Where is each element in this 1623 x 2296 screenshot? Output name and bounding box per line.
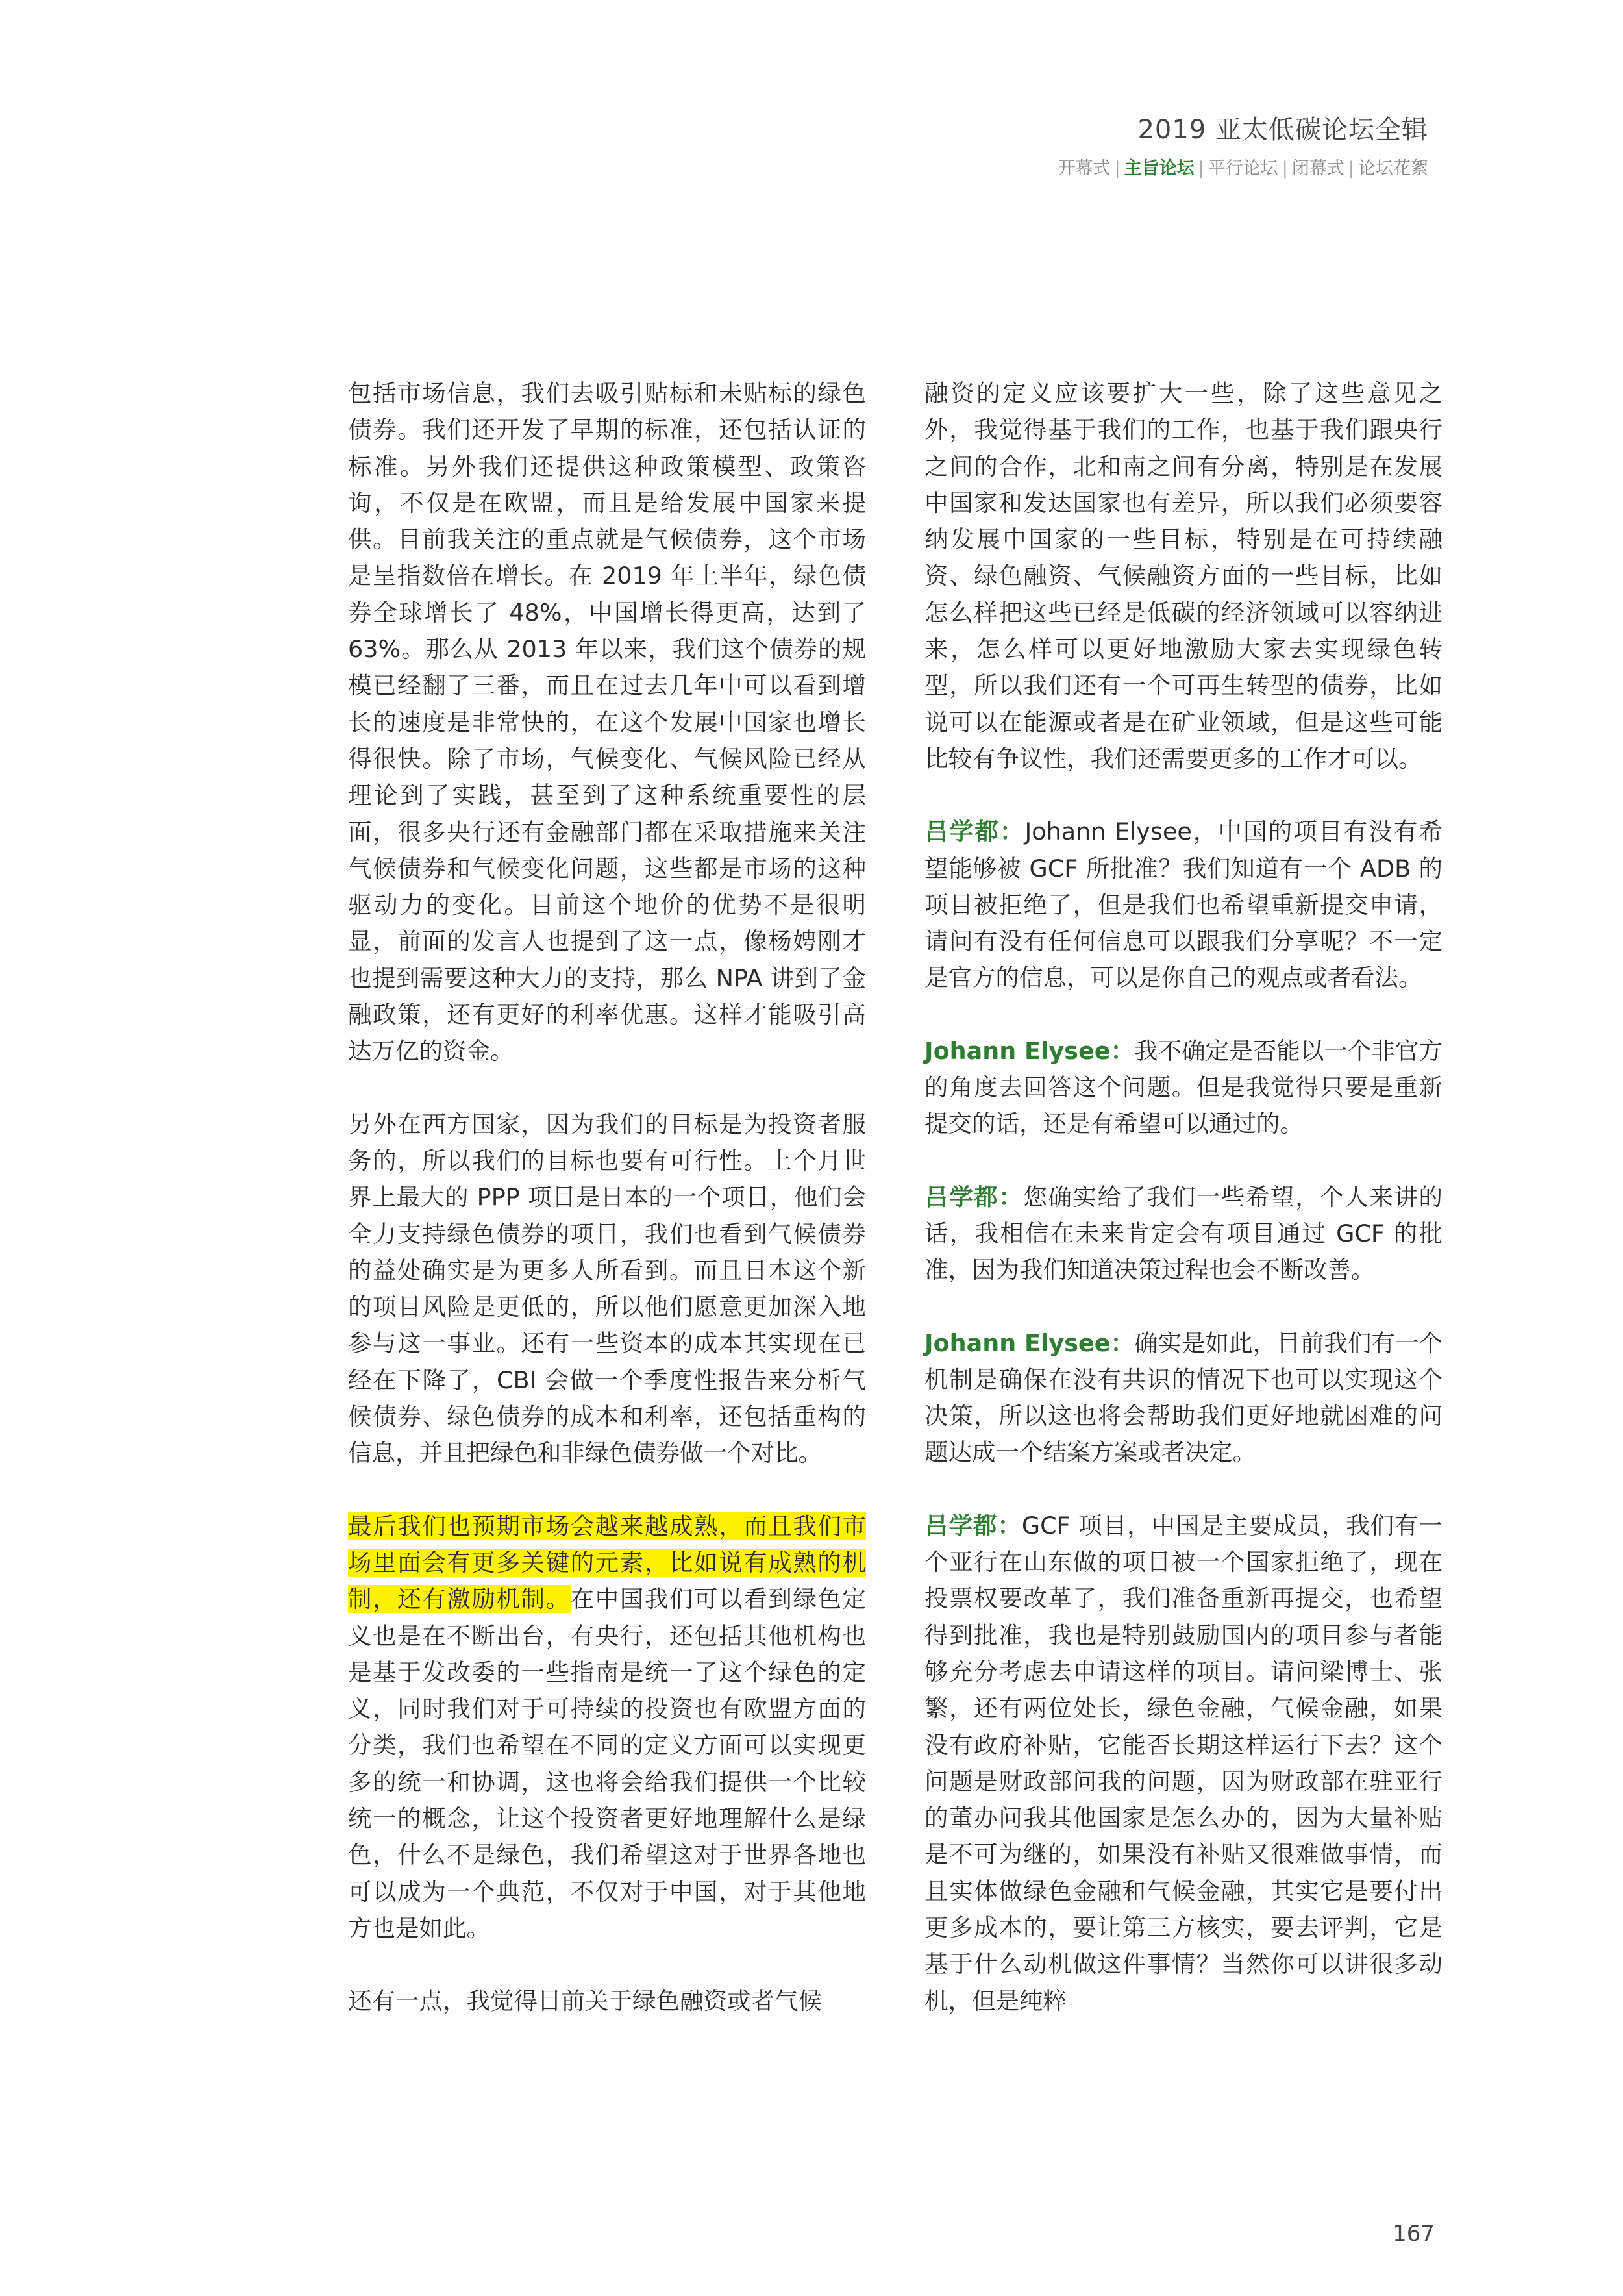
paragraph: 融资的定义应该要扩大一些，除了这些意见之外，我觉得基于我们的工作，也基于我们跟央行之间的合作，北和南之间有分离，特别是在发展中国家和发达国家也有差异，所以我们必须要容纳发展中国家的一些目标，特别是在可持续融资、绿色融资、气候融资方面的一些目标，比如怎么样把这些已经是低碳的经济领域可以容纳进来，怎么样可以更好地激励大家去实现绿色转型，所以我们还有一个可再生转型的债券，比如说可以在能源或者是在矿业领域，但是这些可能比较有争议性，我们还需要更多的工作才可以。 [924,379,1443,773]
speech-text: 我不确定是否能以一个非官方的角度去回答这个问题。但是我觉得只要是重新提交的话，还是有希望可以通过的。 [924,1036,1443,1138]
page-header [1058,110,1428,183]
speaker-name: Johann Elysee： [924,1329,1135,1357]
publication-title: 2019 亚太低碳论坛全辑 [1137,115,1428,145]
left-column [348,375,866,2056]
paragraph: 还有一点，我觉得目前关于绿色融资或者气候 [348,1987,822,2015]
speaker-name: 吕学都： [924,1182,1024,1211]
nav-item-keynote[interactable]: 主旨论坛 [1124,158,1195,179]
nav-separator: | [1282,158,1288,179]
speech-text: GCF 项目，中国是主要成员，我们有一个亚行在山东做的项目被一个国家拒绝了，现在投票权要改革了，我们准备重新再提交，也希望得到批准，我也是特别鼓励国内的项目参与者能够充分考虑去申请这样的项目。请问梁博士、张繁，还有两位处长，绿色金融，气候金融，如果没有政府补贴，它能否长期这样运行下去？这个问题是财政部问我的问题，因为财政部在驻亚行的董办问我其他国家是怎么办的，因为大量补贴是不可为继的，如果没有补贴又很难做事情，而且实体做绿色金融和气候金融，其实它是要付出更多成本的，要让第三方核实，要去评判，它是基于什么动机做这件事情？当然你可以讲很多动机，但是纯粹 [924,1511,1443,2015]
paragraph-text: 在中国我们可以看到绿色定义也是在不断出台，有央行，还包括其他机构也是基于发改委的一些指南是统一了这个绿色的定义，同时我们对于可持续的投资也有欧盟方面的分类，我们也希望在不同的定义方面可以实现更多的统一和协调，这也将会给我们提供一个比较统一的概念，让这个投资者更好地理解什么是绿色，什么不是绿色，我们希望这对于世界各地也可以成为一个典范，不仅对于中国，对于其他地方也是如此。 [348,1585,867,1942]
nav-separator: | [1114,158,1121,179]
page-number: 167 [1393,2221,1435,2247]
highlighted-text: 最后我们也预期市场会越来越成熟，而且我们市场里面会有更多关键的元素，比如说有成熟的机制，还有激励机制。 [348,1512,866,1614]
paragraph: 另外在西方国家，因为我们的目标是为投资者服务的，所以我们的目标也要有可行性。上个月世界上最大的 PPP 项目是日本的一个项目，他们会全力支持绿色债券的项目，我们也看到气候债券的益处确实是为更多人所看到。而且日本这个新的项目风险是更低的，所以他们愿意更加深入地参与这一事业。还有一些资本的成本其实现在已经在下降了，CBI 会做一个季度性报告来分析气候债券、绿色债券的成本和利率，还包括重构的信息，并且把绿色和非绿色债券做一个对比。 [348,1110,866,1467]
paragraph [348,1508,866,1947]
nav-item-highlights[interactable]: 论坛花絮 [1358,158,1428,179]
paragraph: 包括市场信息，我们去吸引贴标和未贴标的绿色债券。我们还开发了早期的标准，还包括认证的标准。另外我们还提供这种政策模型、政策咨询，不仅是在欧盟，而且是给发展中国家来提供。目前我关注的重点就是气候债券，这个市场是呈指数倍在增长。在 2019 年上半年，绿色债券全球增长了 48%，中国增长得更高，达到了 63%。那么从 2013 年以来，我们这个债券的规模已经翻了三番，而且在过去几年中可以看到增长的速度是非常快的，在这个发展中国家也增长得很快。除了市场，气候变化、气候风险已经从理论到了实践，甚至到了这种系统重要性的层面，很多央行还有金融部门都在采取措施来关注气候债券和气候变化问题，这些都是市场的这种驱动力的变化。目前这个地价的优势不是很明显，前面的发言人也提到了这一点，像杨娉刚才也提到需要这种大力的支持，那么 NPA 讲到了金融政策，还有更好的利率优惠。这样才能吸引高达万亿的资金。 [348,379,866,1066]
nav-item-closing[interactable]: 闭幕式 [1291,158,1344,179]
nav-separator: | [1348,158,1354,179]
dialogue-turn [924,1508,1443,2019]
speech-text: Johann Elysee，中国的项目有没有希望能够被 GCF 所批准？我们知道有一个 ADB 的项目被拒绝了，但是我们也希望重新提交申请，请问有没有任何信息可以跟我们分享呢？不一定是官方的信息，可以是你自己的观点或者看法。 [924,817,1443,992]
dialogue-turn [924,1325,1443,1471]
nav-item-parallel[interactable]: 平行论坛 [1208,158,1278,179]
nav-item-opening[interactable]: 开幕式 [1058,158,1111,179]
speaker-name: 吕学都： [924,1511,1022,1540]
speaker-name: 吕学都： [924,817,1025,846]
nav-separator: | [1198,158,1204,179]
speech-text: 您确实给了我们一些希望，个人来讲的话，我相信在未来肯定会有项目通过 GCF 的批准，因为我们知道决策过程也会不断改善。 [924,1182,1443,1284]
speech-text: 确实是如此，目前我们有一个机制是确保在没有共识的情况下也可以实现这个决策，所以这也将会帮助我们更好地就困难的问题达成一个结案方案或者决定。 [924,1329,1443,1467]
dialogue-turn [924,1033,1443,1143]
dialogue-turn [924,814,1443,996]
right-column [924,375,1443,2056]
section-nav [1058,155,1428,183]
speaker-name: Johann Elysee： [924,1036,1135,1065]
dialogue-turn [924,1179,1443,1289]
